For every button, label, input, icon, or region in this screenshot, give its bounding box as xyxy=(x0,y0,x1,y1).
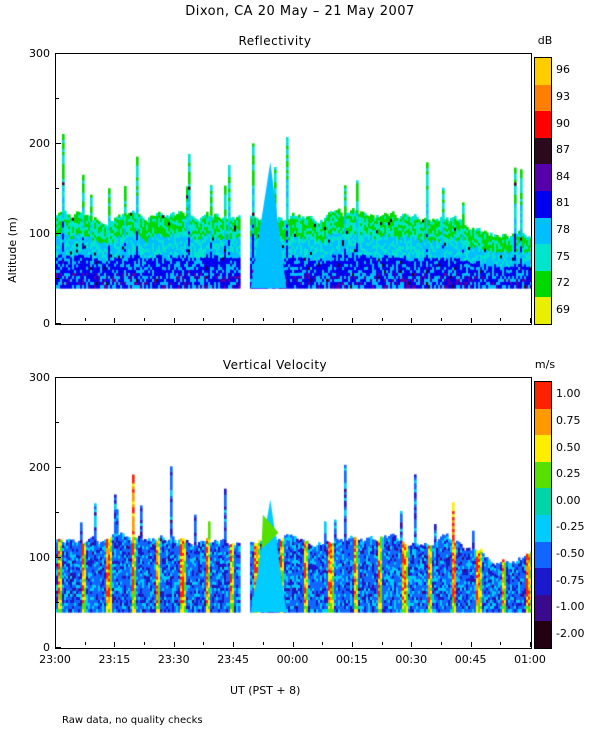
axis-tick xyxy=(174,642,175,647)
colorbar-vertical-velocity-tick-label: -0.75 xyxy=(556,573,585,587)
axis-tick xyxy=(114,642,115,647)
axis-tick xyxy=(55,512,59,513)
ytick-100-panel2: 100 xyxy=(29,551,50,564)
axis-tick xyxy=(233,642,234,647)
axis-tick xyxy=(55,53,61,54)
axis-tick xyxy=(263,318,264,321)
axis-tick xyxy=(322,642,323,645)
colorbar-reflectivity-swatch xyxy=(535,191,551,218)
axis-tick xyxy=(352,318,353,323)
colorbar-vertical-velocity-tick-label: 0.00 xyxy=(556,493,581,507)
axis-tick xyxy=(500,642,501,645)
colorbar-vertical-velocity-swatch xyxy=(535,568,551,595)
axis-tick xyxy=(55,377,61,378)
colorbar-reflectivity-swatch xyxy=(535,218,551,245)
panel-title-reflectivity: Reflectivity xyxy=(238,34,312,48)
axis-tick xyxy=(144,642,145,645)
axis-tick xyxy=(530,318,531,323)
axis-tick xyxy=(263,642,264,645)
axis-tick xyxy=(114,318,115,323)
colorbar-reflectivity-tick-label: 87 xyxy=(556,143,570,157)
axis-tick xyxy=(500,318,501,321)
axis-tick xyxy=(203,318,204,321)
colorbar-reflectivity-tick-label: 93 xyxy=(556,89,570,103)
axis-tick xyxy=(441,318,442,321)
colorbar-vertical-velocity-swatch xyxy=(535,595,551,622)
colorbar-vertical-velocity xyxy=(534,381,552,649)
axis-tick xyxy=(411,642,412,647)
footnote: Raw data, no quality checks xyxy=(62,715,203,726)
axis-tick xyxy=(55,422,59,423)
ytick-200-panel1: 200 xyxy=(29,137,50,150)
colorbar-vertical-velocity-swatch xyxy=(535,409,551,436)
colorbar-vertical-velocity-tick-label: 0.25 xyxy=(556,467,581,481)
ytick-0-panel2: 0 xyxy=(43,641,50,654)
xtick-label: 00:30 xyxy=(395,653,428,666)
colorbar-reflectivity-tick-label: 84 xyxy=(556,169,570,183)
ytick-300-panel2: 300 xyxy=(29,371,50,384)
xtick-label: 23:15 xyxy=(98,653,131,666)
colorbar-vertical-velocity-swatch xyxy=(535,515,551,542)
ytick-300-panel1: 300 xyxy=(29,47,50,60)
axis-tick xyxy=(55,98,59,99)
colorbar-reflectivity-tick-label: 81 xyxy=(556,196,570,210)
colorbar-vertical-velocity-tick-label: 0.75 xyxy=(556,413,581,427)
axis-tick xyxy=(471,642,472,647)
axis-tick xyxy=(55,557,61,558)
colorbar-reflectivity-swatch xyxy=(535,271,551,298)
axis-tick xyxy=(382,642,383,645)
xtick-label: 23:30 xyxy=(157,653,190,666)
colorbar-vertical-velocity-tick-label: 1.00 xyxy=(556,387,581,401)
axis-tick xyxy=(174,318,175,323)
axis-tick xyxy=(55,318,56,323)
axis-tick xyxy=(55,647,61,648)
colorbar-reflectivity-swatch xyxy=(535,138,551,165)
ytick-0-panel1: 0 xyxy=(43,317,50,330)
figure-title: Dixon, CA 20 May – 21 May 2007 xyxy=(185,4,415,19)
plot-vertical-velocity xyxy=(55,377,532,649)
colorbar-reflectivity-tick-label: 78 xyxy=(556,222,570,236)
xtick-label: 00:15 xyxy=(336,653,368,666)
colorbar-vertical-velocity-tick-label: -1.00 xyxy=(556,600,585,614)
colorbar-reflectivity-swatch xyxy=(535,297,551,324)
axis-tick xyxy=(293,318,294,323)
colorbar-vertical-velocity-swatch xyxy=(535,435,551,462)
colorbar-vertical-velocity-swatch xyxy=(535,382,551,409)
colorbar-vertical-velocity-tick-label: -0.25 xyxy=(556,520,585,534)
axis-tick xyxy=(55,278,59,279)
colorbar-vertical-velocity-swatch xyxy=(535,488,551,515)
plot-reflectivity xyxy=(55,53,532,325)
axis-tick xyxy=(352,642,353,647)
axis-tick xyxy=(55,467,61,468)
colorbar-reflectivity-tick-label: 69 xyxy=(556,302,570,316)
axis-tick xyxy=(471,318,472,323)
x-axis-label: UT (PST + 8) xyxy=(230,684,301,697)
axis-tick xyxy=(85,642,86,645)
colorbar-reflectivity-swatch xyxy=(535,111,551,138)
colorbar-reflectivity-tick-label: 90 xyxy=(556,116,570,130)
ytick-100-panel1: 100 xyxy=(29,227,50,240)
axis-tick xyxy=(55,188,59,189)
axis-tick xyxy=(530,642,531,647)
colorbar-title-reflectivity: dB xyxy=(537,34,553,47)
axis-tick xyxy=(55,642,56,647)
colorbar-reflectivity-swatch xyxy=(535,58,551,85)
axis-tick xyxy=(382,318,383,321)
axis-tick xyxy=(55,323,61,324)
colorbar-vertical-velocity-swatch xyxy=(535,542,551,569)
axis-tick xyxy=(203,642,204,645)
xtick-label: 23:00 xyxy=(39,653,71,666)
axis-tick xyxy=(55,233,61,234)
colorbar-vertical-velocity-tick-label: -2.00 xyxy=(556,626,585,640)
colorbar-reflectivity-swatch xyxy=(535,85,551,112)
axis-tick xyxy=(411,318,412,323)
colorbar-vertical-velocity-tick-label: -0.50 xyxy=(556,546,585,560)
axis-tick xyxy=(233,318,234,323)
ytick-200-panel2: 200 xyxy=(29,461,50,474)
colorbar-reflectivity-tick-label: 75 xyxy=(556,249,570,263)
xtick-label: 01:00 xyxy=(514,653,546,666)
colorbar-vertical-velocity-tick-label: 0.50 xyxy=(556,440,581,454)
axis-tick xyxy=(85,318,86,321)
colorbar-reflectivity-swatch xyxy=(535,164,551,191)
colorbar-reflectivity-tick-label: 72 xyxy=(556,276,570,290)
colorbar-title-vertical-velocity: m/s xyxy=(534,358,556,371)
axis-tick xyxy=(322,318,323,321)
axis-tick xyxy=(441,642,442,645)
axis-tick xyxy=(55,143,61,144)
colorbar-reflectivity-tick-label: 96 xyxy=(556,63,570,77)
xtick-label: 00:45 xyxy=(454,653,487,666)
colorbar-reflectivity-swatch xyxy=(535,244,551,271)
xtick-label: 00:00 xyxy=(276,653,309,666)
y-axis-label: Altitude (m) xyxy=(6,217,19,283)
xtick-label: 23:45 xyxy=(217,653,249,666)
panel-title-vertical-velocity: Vertical Velocity xyxy=(222,358,328,372)
axis-tick xyxy=(55,602,59,603)
axis-tick xyxy=(293,642,294,647)
colorbar-vertical-velocity-swatch xyxy=(535,462,551,489)
axis-tick xyxy=(144,318,145,321)
colorbar-reflectivity xyxy=(534,57,552,325)
colorbar-vertical-velocity-swatch xyxy=(535,621,551,648)
